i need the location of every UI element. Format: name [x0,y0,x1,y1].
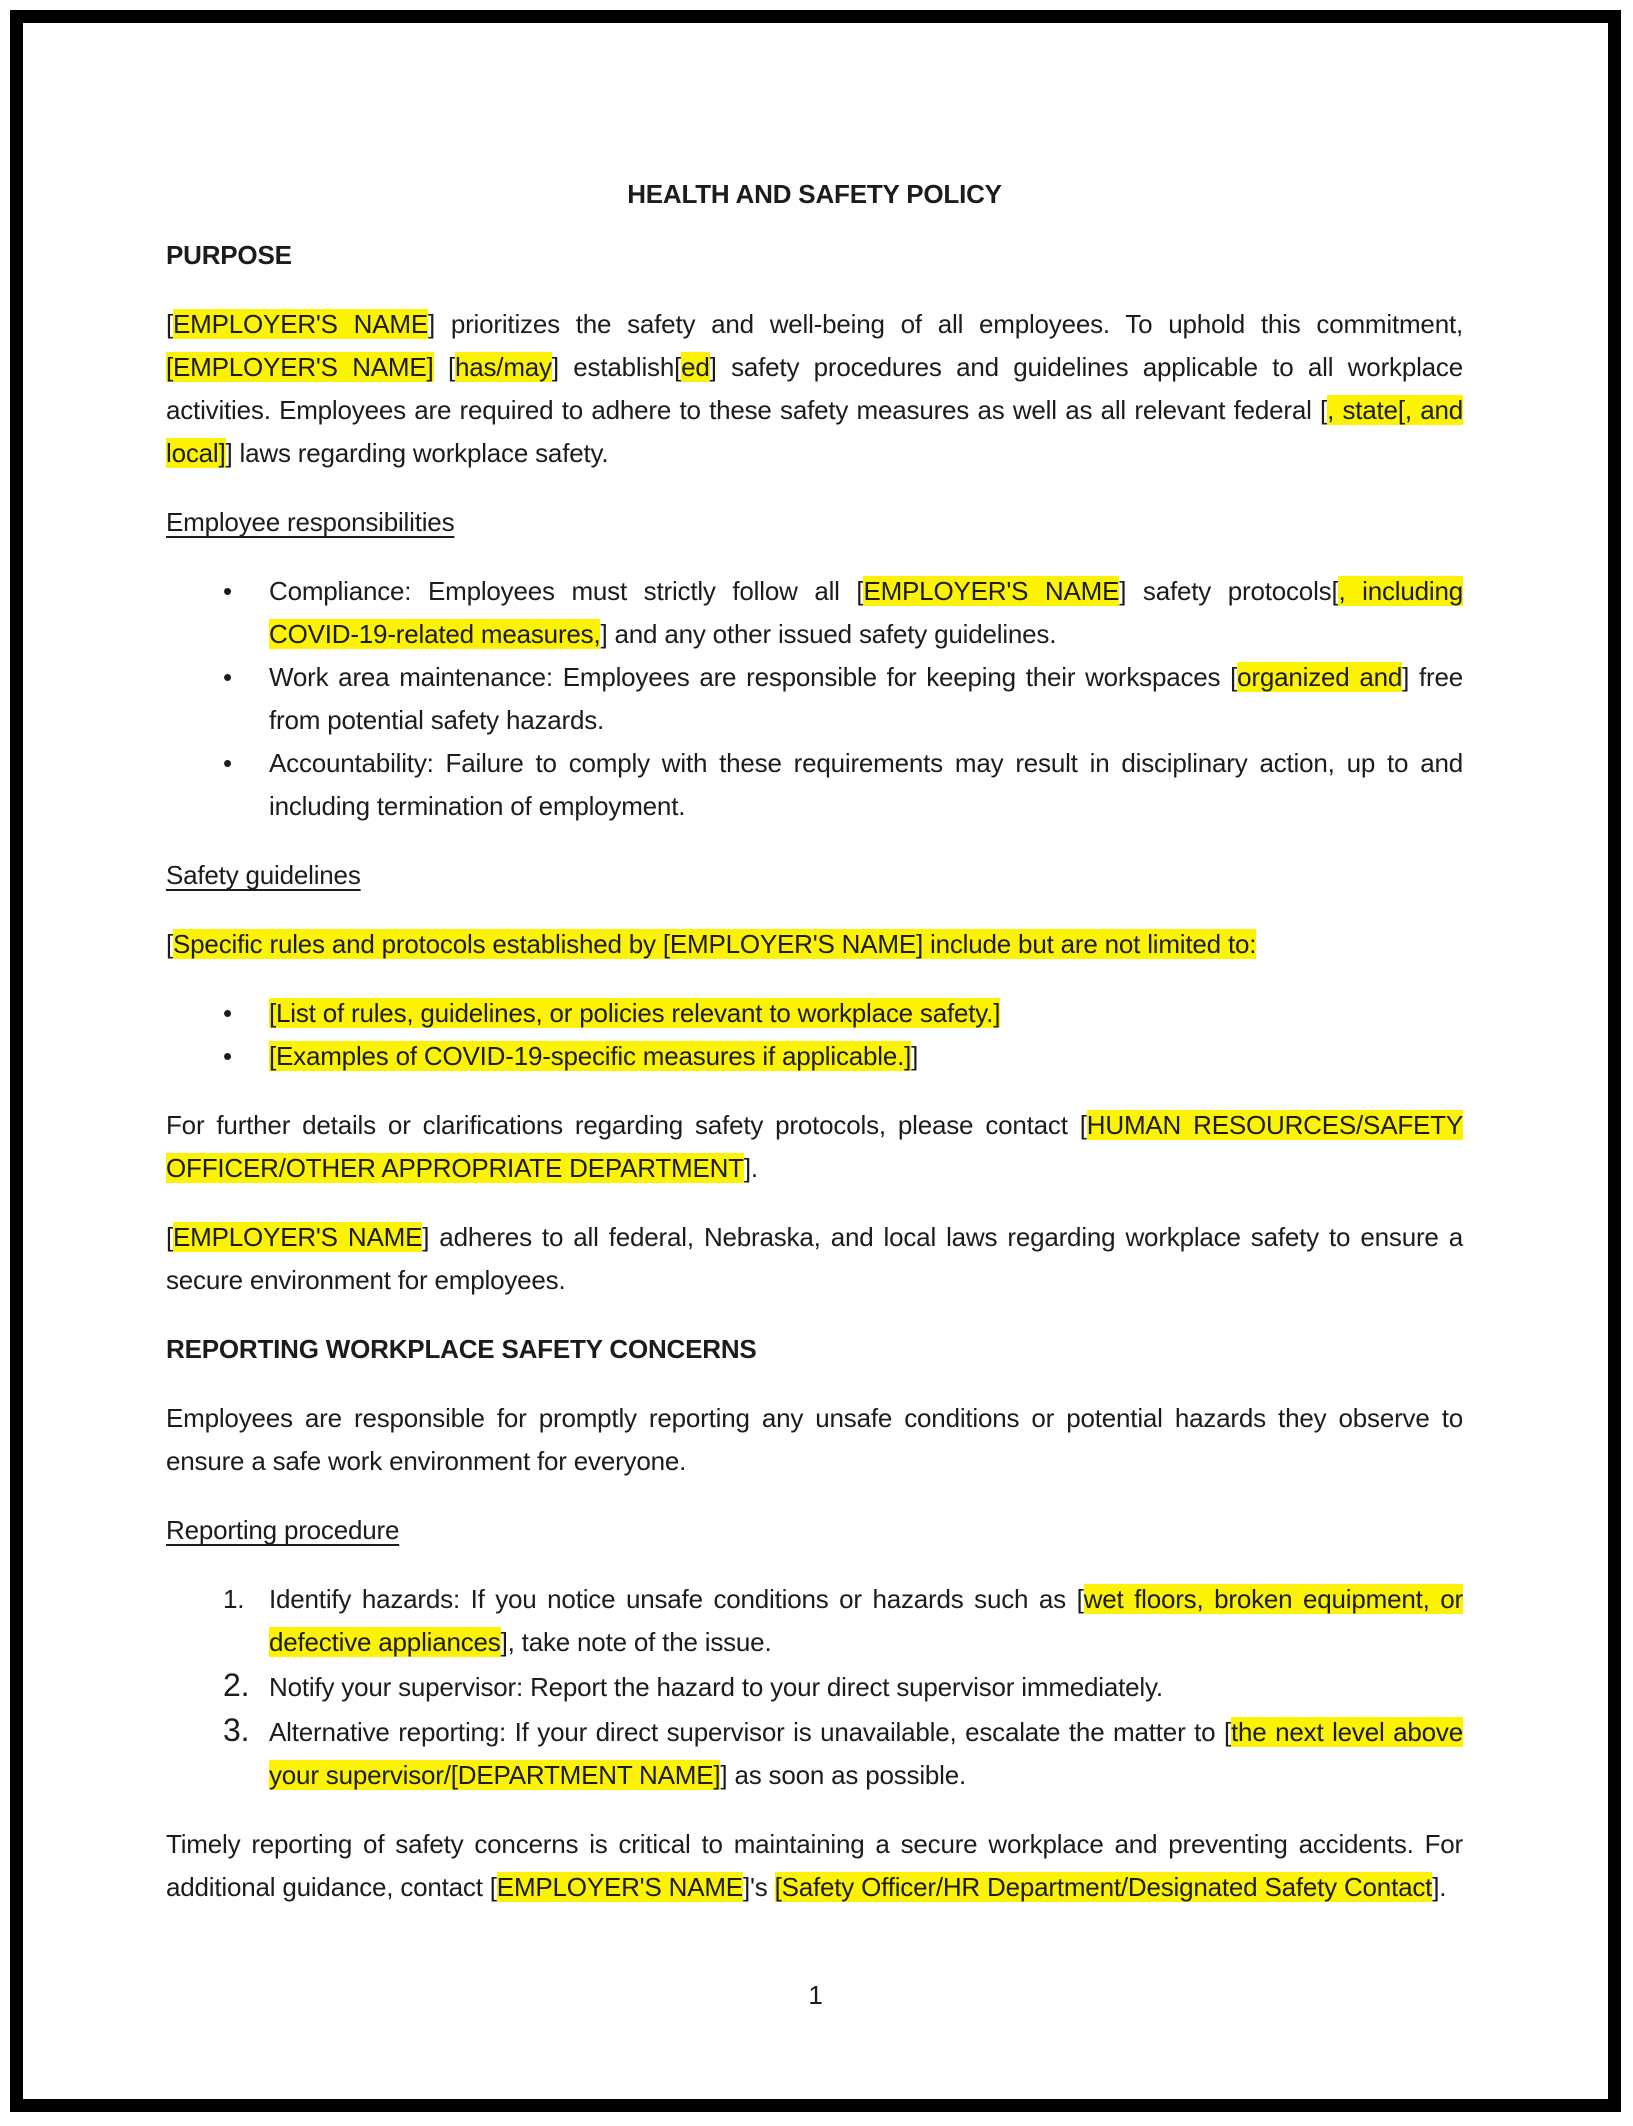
list-item [166,1664,1463,1709]
document-title: HEALTH AND SAFETY POLICY [627,179,1002,209]
bullet-icon: • [223,748,232,778]
text-run: ] safety procedures and guidelines applicable to all workplace activities. Employees are required to adhere to these safety measures as well as all relevant federal [ [166,352,1463,425]
safety-guidelines-list [166,992,1463,1078]
text-run: ] adheres to all federal, Nebraska, and local laws regarding workplace safety to ensure a secure environment for employees. [166,1222,1463,1295]
safety-guidelines-intro-paragraph [166,923,1463,966]
text-run: [ [433,352,455,382]
number-marker: 2. [223,1667,250,1703]
list-item [166,656,1463,742]
list-item-text [269,742,1463,828]
list-item [166,742,1463,828]
contact-paragraph [166,1104,1463,1190]
list-item [166,1035,1463,1078]
timely-reporting-paragraph [166,1823,1463,1909]
text-run: Notify your supervisor: Report the hazard to your direct supervisor immediately. [269,1672,1163,1702]
highlighted-text: ed [681,352,710,382]
list-item-text [269,570,1463,656]
safety-guidelines-heading: Safety guidelines [166,860,361,890]
highlighted-text: Specific rules and protocols established by [EMPLOYER'S NAME] include but are not limited to: [173,929,1257,959]
list-item-text [269,656,1463,742]
page-border [10,10,1621,2112]
text-run: [ [166,929,174,959]
text-run: ], take note of the issue. [500,1627,772,1657]
text-run: Timely reporting of safety concerns is critical to maintaining a secure workplace and preventing accidents. For additional guidance, contact [ [166,1829,1463,1902]
list-item-text [269,1035,1463,1078]
highlighted-text: organized and [1237,662,1403,692]
document-body [23,23,1608,2099]
text-run: ] prioritizes the safety and well-being of all employees. To uphold this commitment, [427,309,1463,339]
highlighted-text: , state[, and local] [166,395,1463,468]
list-item [166,1578,1463,1664]
highlighted-text: [Examples of COVID-19-specific measures if applicable.] [269,1041,912,1071]
text-run: ]. [1432,1872,1447,1902]
text-run: ]. [743,1153,758,1183]
text-run: ] safety protocols[ [1119,576,1339,606]
text-run: Alternative reporting: If your direct supervisor is unavailable, escalate the matter to [ [269,1717,1232,1747]
text-run: Employees are responsible for promptly reporting any unsafe conditions or potential hazards they observe to ensure a safe work environment for everyone. [166,1403,1463,1476]
reporting-procedure-list [166,1578,1463,1797]
highlighted-text: EMPLOYER'S NAME [173,309,428,339]
purpose-paragraph [166,303,1463,475]
number-marker: 1. [223,1584,245,1614]
text-run: ] laws regarding workplace safety. [225,438,609,468]
highlighted-text: [EMPLOYER'S NAME] [166,352,434,382]
bullet-icon: • [223,998,232,1028]
highlighted-text: EMPLOYER'S NAME [863,576,1120,606]
bullet-icon: • [223,1041,232,1071]
bullet-icon: • [223,662,232,692]
highlighted-text: [Safety Officer/HR Department/Designated Safety Contact [774,1872,1433,1902]
adheres-paragraph [166,1216,1463,1302]
purpose-heading: PURPOSE [166,240,292,270]
text-run: ] and any other issued safety guidelines. [600,619,1057,649]
highlighted-text: wet floors, broken equipment, or defective appliances [269,1584,1464,1657]
text-run: ] establish[ [551,352,682,382]
highlighted-text: [List of rules, guidelines, or policies relevant to workplace safety.] [269,998,1001,1028]
page-number: 1 [808,1980,823,2010]
text-run: Identify hazards: If you notice unsafe conditions or hazards such as [ [269,1584,1084,1614]
employee-responsibilities-heading: Employee responsibilities [166,507,455,537]
reporting-intro-paragraph [166,1397,1463,1483]
list-item [166,1709,1463,1797]
text-run: ] [911,1041,919,1071]
highlighted-text: , including COVID-19-related measures, [269,576,1463,649]
list-item [166,992,1463,1035]
text-run: For further details or clarifications regarding safety protocols, please contact [ [166,1110,1087,1140]
reporting-procedure-heading: Reporting procedure [166,1515,400,1545]
reporting-concerns-heading: REPORTING WORKPLACE SAFETY CONCERNS [166,1334,757,1364]
text-run: [ [166,1222,174,1252]
highlighted-text: has/may [454,352,552,382]
bullet-icon: • [223,576,232,606]
list-item-text [269,992,1463,1035]
text-run: ]'s [742,1872,775,1902]
text-run: ] free from potential safety hazards. [269,662,1463,735]
list-item-text [269,1666,1463,1709]
highlighted-text: EMPLOYER'S NAME [496,1872,743,1902]
highlighted-text: the next level above your supervisor/[DEPARTMENT NAME] [269,1717,1463,1790]
number-marker: 3. [223,1712,250,1748]
highlighted-text: HUMAN RESOURCES/SAFETY OFFICER/OTHER APPROPRIATE DEPARTMENT [166,1110,1463,1183]
text-run: Accountability: Failure to comply with these requirements may result in disciplinary action, up to and including termination of employment. [269,748,1463,821]
list-item-text [269,1711,1463,1797]
employee-responsibilities-list [166,570,1463,828]
text-run: ] as soon as possible. [720,1760,967,1790]
list-item [166,570,1463,656]
list-item-text [269,1578,1463,1664]
text-run: Work area maintenance: Employees are responsible for keeping their workspaces [ [269,662,1238,692]
highlighted-text: EMPLOYER'S NAME [173,1222,423,1252]
text-run: Compliance: Employees must strictly follow all [ [269,576,864,606]
text-run: [ [166,309,174,339]
